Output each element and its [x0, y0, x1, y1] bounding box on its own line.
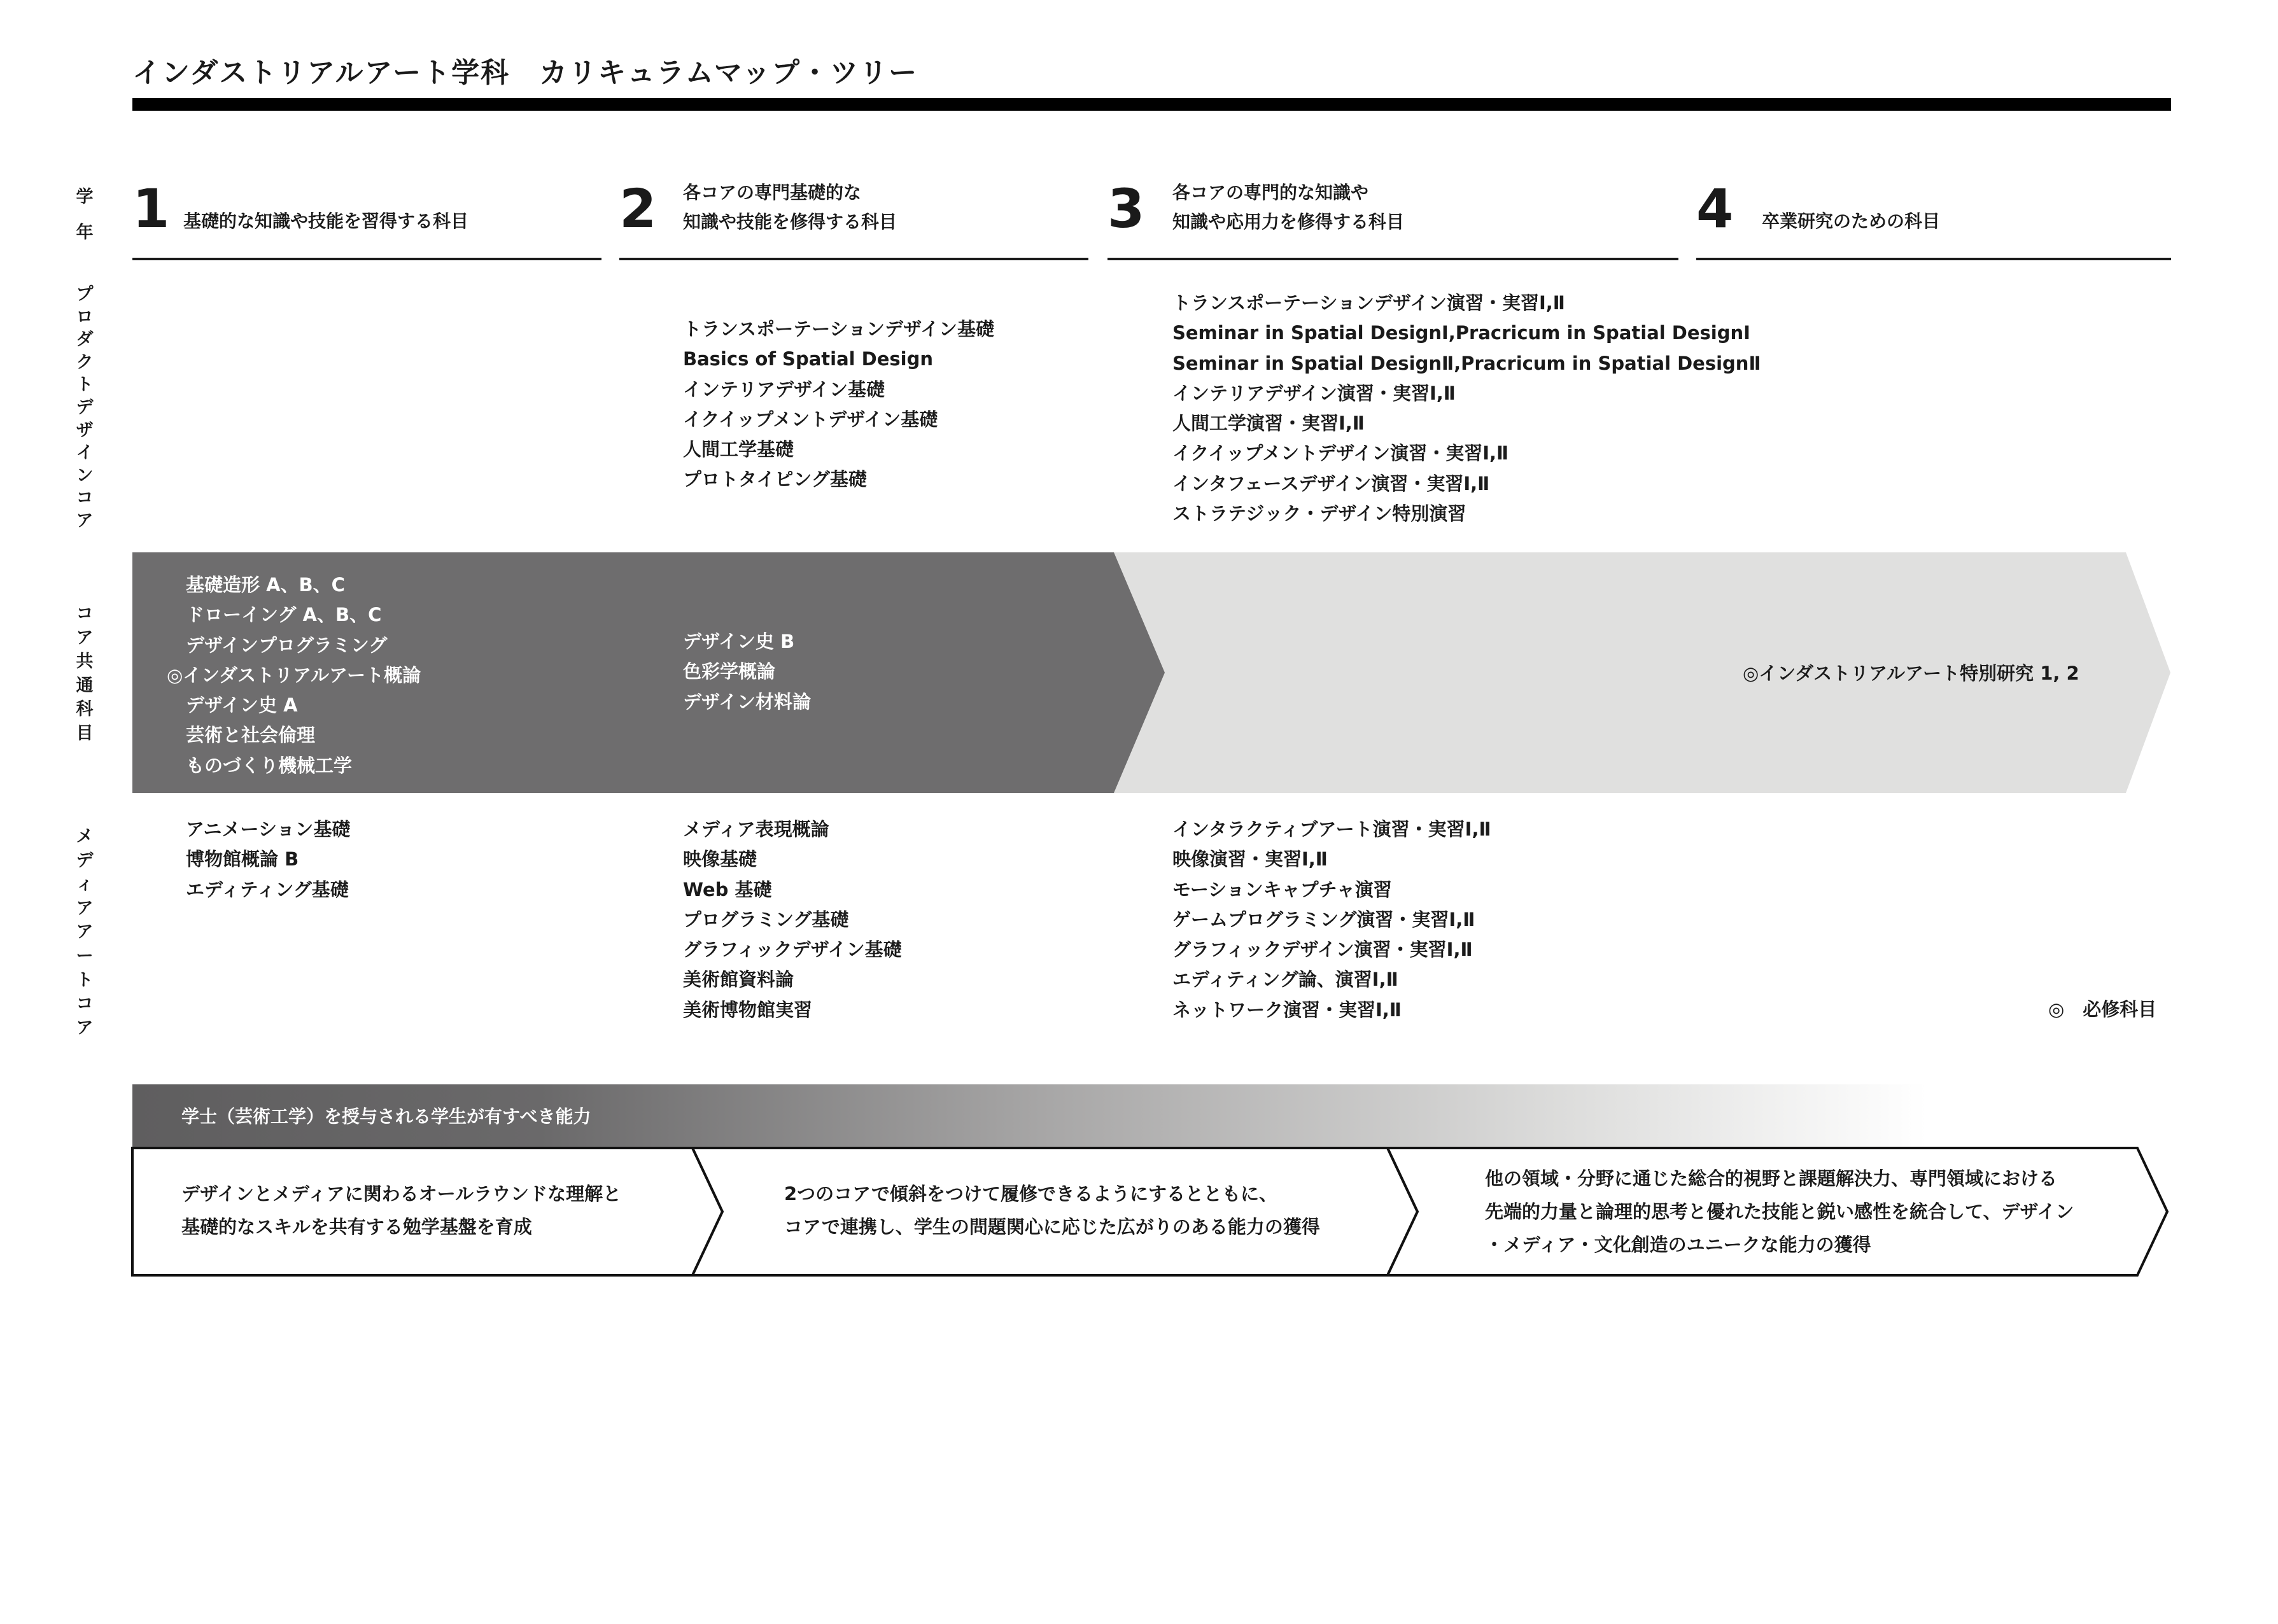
list-item: イクイップメントデザイン基礎: [683, 408, 938, 430]
list-item: 映像演習・実習Ⅰ,Ⅱ: [1172, 848, 1328, 871]
list-item: インタラクティブアート演習・実習Ⅰ,Ⅱ: [1172, 818, 1491, 840]
side-label-year: 学 年: [76, 187, 94, 242]
list-item: ドローイング A、B、C: [186, 604, 382, 626]
year-2-rule: [619, 258, 1088, 260]
year-1-number: 1: [132, 178, 170, 240]
list-item: プロトタイピング基礎: [683, 468, 867, 491]
list-item: 美術館資料論: [683, 969, 794, 991]
ability-text-1: デザインとメディアに関わるオールラウンドな理解と 基礎的なスキルを共有する勉学基盤を育成: [181, 1183, 622, 1238]
list-item: インタフェースデザイン演習・実習Ⅰ,Ⅱ: [1172, 472, 1490, 494]
list-item: デザイン史 B: [683, 631, 795, 652]
list-item: インテリアデザイン演習・実習Ⅰ,Ⅱ: [1172, 382, 1456, 404]
list-item: Web 基礎: [683, 878, 772, 900]
list-item: トランスポーテーションデザイン基礎: [683, 318, 994, 340]
list-item: アニメーション基礎: [186, 818, 351, 840]
list-item: ◎インダストリアルアート特別研究 1, 2: [1743, 662, 2079, 684]
abilities-title: 学士（芸術工学）を授与される学生が有すべき能力: [181, 1106, 591, 1127]
media-core-year3-list: [1172, 815, 1491, 1025]
side-label-common-core: コ ア 共 通 科 目: [76, 604, 94, 743]
list-item: プログラミング基礎: [683, 908, 849, 930]
list-item: ゲームプログラミング演習・実習Ⅰ,Ⅱ: [1172, 908, 1475, 930]
list-item: ストラテジック・デザイン特別演習: [1172, 503, 1466, 525]
list-item: モーションキャプチャ演習: [1172, 878, 1392, 900]
year-1-description: 基礎的な知識や技能を習得する科目: [183, 211, 469, 232]
list-item: 色彩学概論: [683, 661, 776, 683]
list-item: 美術博物館実習: [683, 998, 813, 1021]
list-item: 博物館概論 B: [186, 848, 299, 871]
page-title: インダストリアルアート学科 カリキュラムマップ・ツリー: [132, 57, 918, 89]
year-4-description: 卒業研究のための科目: [1762, 211, 1941, 232]
list-item: 芸術と社会倫理: [186, 724, 316, 746]
list-item: イクイップメントデザイン演習・実習Ⅰ,Ⅱ: [1172, 442, 1509, 465]
media-core-year1-list: [186, 815, 350, 905]
ability-text-3: 他の領域・分野に通じた総合的視野と課題解決力、専門領域における 先端的力量と論理的思考と優れた技能と鋭い感性を統合して、デザイン ・メディア・文化創造のユニークな能力の獲得: [1485, 1168, 2074, 1256]
list-item: トランスポーテーションデザイン演習・実習Ⅰ,Ⅱ: [1172, 292, 1565, 314]
list-item: 映像基礎: [683, 848, 757, 871]
list-item: ネットワーク演習・実習Ⅰ,Ⅱ: [1172, 998, 1402, 1021]
list-item: Seminar in Spatial DesignⅡ,Pracricum in Spatial DesignⅡ: [1172, 352, 1761, 374]
list-item: インテリアデザイン基礎: [683, 378, 885, 400]
side-label-product-core: プ ロ ダ ク ト デ ザ イ ン コ ア: [76, 284, 94, 531]
list-item: グラフィックデザイン演習・実習Ⅰ,Ⅱ: [1172, 939, 1473, 961]
year-2-description: 各コアの専門基礎的な 知識や技能を修得する科目: [683, 182, 897, 232]
list-item: エディティング論、演習Ⅰ,Ⅱ: [1172, 969, 1398, 991]
list-item: ◎インダストリアルアート概論: [167, 664, 421, 686]
legend-required: ◎ 必修科目: [2048, 998, 2157, 1020]
common-core-year4-list: [1743, 659, 2079, 689]
side-label-media-core: メ デ ィ ア ア ー ト コ ア: [76, 827, 94, 1038]
common-core-year2-list: [683, 627, 811, 717]
year-3-description: 各コアの専門的な知識や 知識や応用力を修得する科目: [1172, 182, 1405, 232]
common-core-year1-list: [167, 570, 421, 781]
list-item: デザイン材料論: [683, 690, 811, 713]
list-item: Seminar in Spatial DesignⅠ,Pracricum in Spatial DesignⅠ: [1172, 322, 1750, 344]
product-core-year3-list: [1172, 288, 1761, 529]
media-core-year2-list: [683, 815, 902, 1025]
list-item: メディア表現概論: [683, 818, 829, 840]
ability-text-2: 2つのコアで傾斜をつけて履修できるようにするとともに、 コアで連携し、学生の問題関心に応じた広がりのある能力の獲得: [784, 1183, 1320, 1238]
year-3-rule: [1107, 258, 1678, 260]
list-item: グラフィックデザイン基礎: [683, 939, 902, 961]
list-item: 人間工学基礎: [683, 438, 794, 461]
list-item: 基礎造形 A、B、C: [186, 574, 345, 596]
year-2-number: 2: [619, 178, 657, 240]
product-core-year2-list: [683, 314, 994, 495]
list-item: ものづくり機械工学: [186, 754, 353, 776]
list-item: デザイン史 A: [186, 694, 298, 717]
year-4-rule: [1696, 258, 2171, 260]
list-item: 人間工学演習・実習Ⅰ,Ⅱ: [1172, 412, 1365, 435]
list-item: Basics of Spatial Design: [683, 348, 934, 370]
year-4-number: 4: [1696, 178, 1734, 240]
year-1-rule: [132, 258, 601, 260]
year-3-number: 3: [1107, 178, 1145, 240]
list-item: エディティング基礎: [186, 878, 349, 900]
list-item: デザインプログラミング: [186, 634, 388, 656]
